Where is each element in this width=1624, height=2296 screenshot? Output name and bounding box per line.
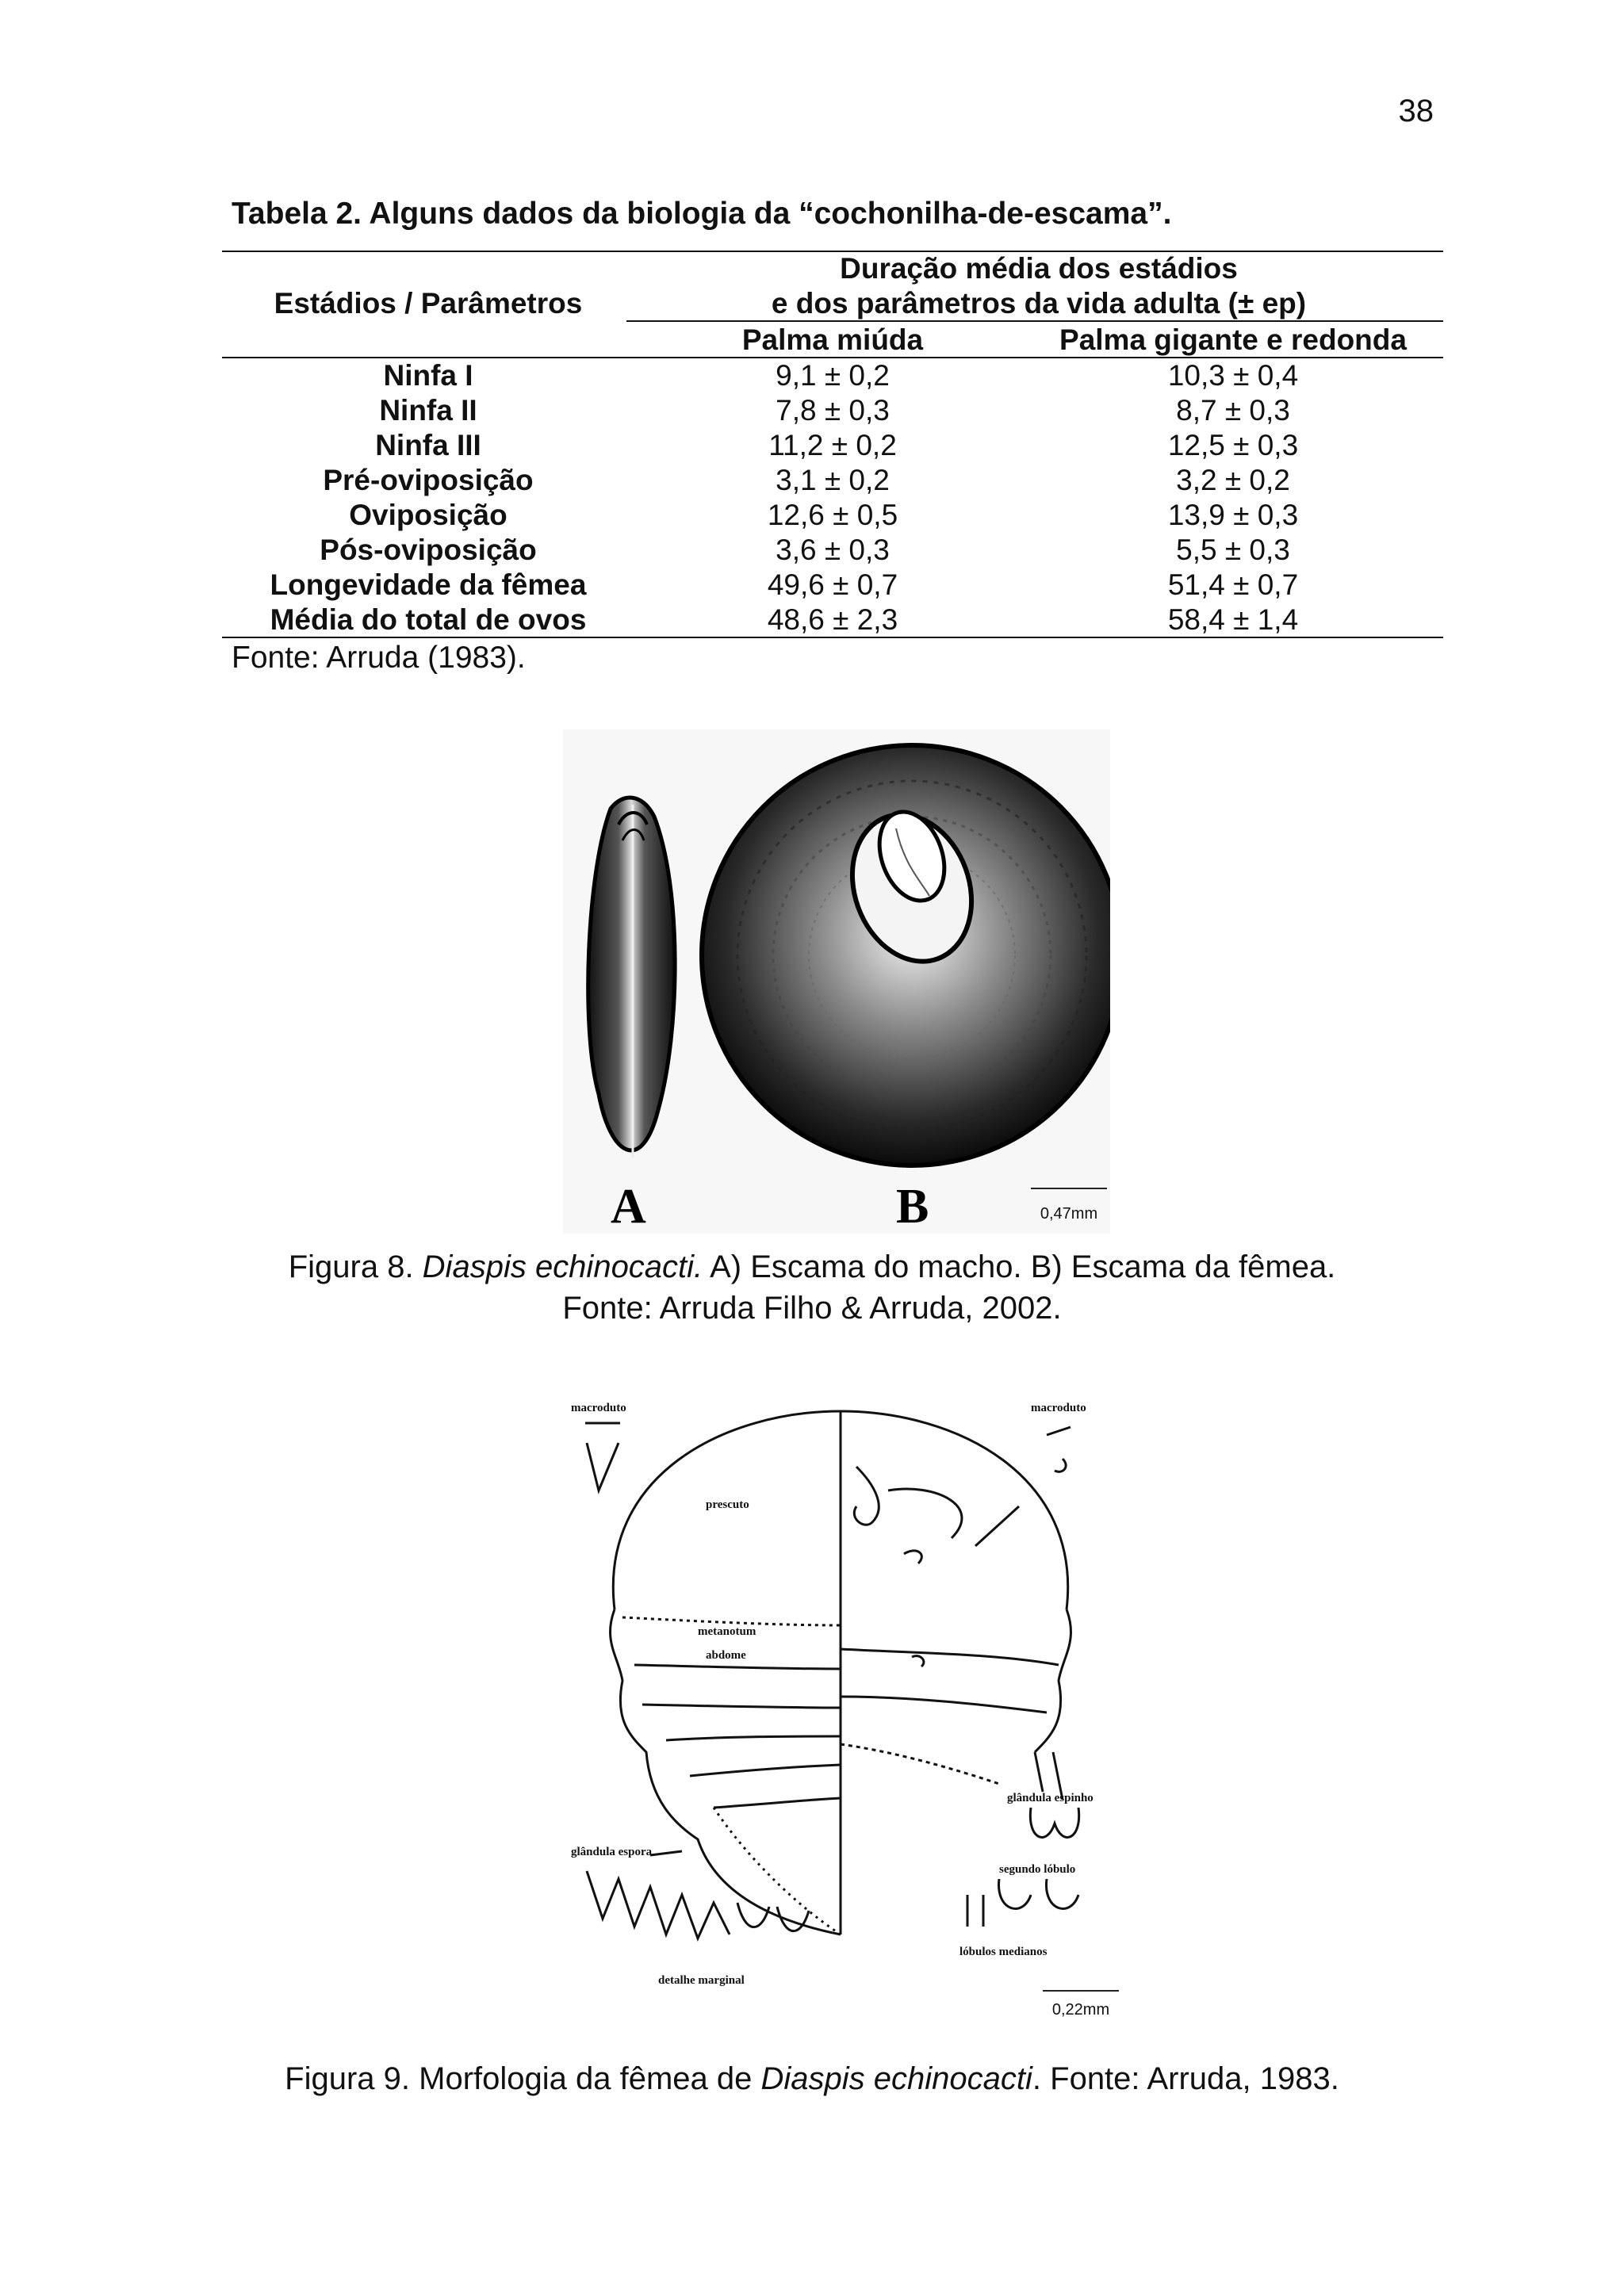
- header-group-line2: e dos parâmetros da vida adulta (± ep): [771, 287, 1307, 320]
- row-value-palma-gigante: 10,3 ± 0,4: [1167, 359, 1299, 392]
- row-value-palma-gigante: 8,7 ± 0,3: [1176, 394, 1290, 427]
- header-col1: Palma miúda: [741, 323, 924, 356]
- row-value-palma-gigante: 51,4 ± 0,7: [1167, 568, 1299, 601]
- row-value-palma-miuda: 7,8 ± 0,3: [776, 394, 890, 427]
- label-macroduto-right: macroduto: [1031, 1402, 1086, 1414]
- figure-8-illustration: [563, 729, 1110, 1234]
- row-label: Pós-oviposição: [320, 534, 537, 566]
- row-label: Longevidade da fêmea: [270, 568, 587, 601]
- header-group-line1: Duração média dos estádios: [840, 252, 1238, 285]
- row-label: Oviposição: [349, 499, 508, 531]
- row-value-palma-miuda: 48,6 ± 2,3: [767, 603, 898, 636]
- row-value-palma-miuda: 12,6 ± 0,5: [767, 499, 898, 531]
- label-abdome: abdome: [706, 1649, 746, 1662]
- figure-8-scale-label: 0,47mm: [1040, 1205, 1098, 1223]
- table-source: Fonte: Arruda (1983).: [232, 641, 526, 675]
- figure-9-illustration: [555, 1380, 1142, 2030]
- male-scale-drawing: [588, 798, 675, 1158]
- table-bottom-rule: [222, 637, 1443, 638]
- figure-9-caption-prefix: Figura 9. Morfologia da fêmea de: [285, 2061, 761, 2096]
- row-value-palma-miuda: 3,6 ± 0,3: [776, 534, 890, 566]
- figure-8-caption-rest: A) Escama do macho. B) Escama da fêmea.: [703, 1249, 1336, 1284]
- label-metanotum: metanotum: [698, 1625, 756, 1638]
- figure-8-caption-source: Fonte: Arruda Filho & Arruda, 2002.: [562, 1291, 1062, 1326]
- row-value-palma-miuda: 49,6 ± 0,7: [767, 568, 898, 601]
- row-label: Ninfa II: [379, 394, 477, 427]
- figure-9-caption-rest: . Fonte: Arruda, 1983.: [1032, 2061, 1339, 2096]
- label-macroduto-left: macroduto: [571, 1402, 626, 1414]
- label-glandula-espora: glândula espora: [571, 1846, 653, 1858]
- header-param-col: Estádios / Parâmetros: [274, 287, 583, 320]
- table-title: Tabela 2. Alguns dados da biologia da “cochonilha-de-escama”.: [232, 197, 1172, 231]
- figure-9: [555, 1380, 1142, 2030]
- row-value-palma-miuda: 9,1 ± 0,2: [776, 359, 890, 392]
- label-segundo-lobulo: segundo lóbulo: [999, 1863, 1076, 1876]
- row-value-palma-gigante: 5,5 ± 0,3: [1176, 534, 1290, 566]
- row-label: Média do total de ovos: [270, 603, 587, 636]
- figure-8-caption-prefix: Figura 8.: [288, 1249, 423, 1284]
- figure-9-caption: [0, 2061, 1624, 2097]
- figure-9-scale-label: 0,22mm: [1051, 2001, 1110, 2019]
- figure-8-label-b: B: [896, 1180, 929, 1234]
- row-value-palma-gigante: 12,5 ± 0,3: [1167, 429, 1299, 461]
- label-lobulos-medianos: lóbulos medianos: [959, 1946, 1048, 1958]
- row-label: Ninfa I: [383, 359, 473, 392]
- row-value-palma-miuda: 3,1 ± 0,2: [776, 464, 890, 496]
- figure-9-scale-bar: [1043, 1990, 1119, 1992]
- page-number: 38: [1398, 94, 1434, 128]
- row-label: Ninfa III: [375, 429, 481, 461]
- row-label: Pré-oviposição: [323, 464, 534, 496]
- figure-8: [563, 729, 1110, 1234]
- label-detalhe-marginal: detalhe marginal: [658, 1974, 745, 1987]
- label-glandula-espinho: glândula espinho: [1007, 1792, 1094, 1804]
- row-value-palma-gigante: 13,9 ± 0,3: [1167, 499, 1299, 531]
- figure-8-caption-species: Diaspis echinocacti.: [422, 1249, 703, 1284]
- row-value-palma-miuda: 11,2 ± 0,2: [768, 429, 897, 461]
- figure-8-label-a: A: [611, 1180, 646, 1234]
- female-scale-drawing: [702, 745, 1110, 1165]
- figure-9-caption-species: Diaspis echinocacti: [760, 2061, 1032, 2096]
- figure-8-scale-bar: [1031, 1188, 1107, 1189]
- figure-8-caption: [0, 1249, 1624, 1285]
- label-prescuto: prescuto: [706, 1498, 749, 1511]
- row-value-palma-gigante: 58,4 ± 1,4: [1167, 603, 1299, 636]
- row-value-palma-gigante: 3,2 ± 0,2: [1176, 464, 1290, 496]
- header-col2: Palma gigante e redonda: [1059, 323, 1407, 356]
- header-group-rule: [626, 320, 1443, 322]
